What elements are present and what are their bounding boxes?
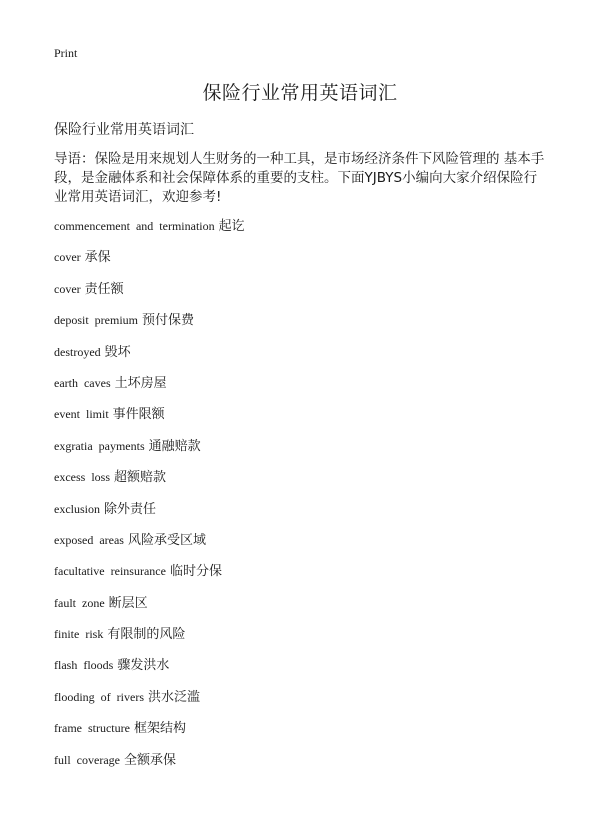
term-chinese: 承保 xyxy=(84,250,111,266)
term-english: frame structure xyxy=(54,721,130,736)
glossary-item xyxy=(54,433,245,464)
term-english: flooding of rivers xyxy=(54,689,144,704)
page-subtitle: 保险行业常用英语词汇 xyxy=(54,122,194,138)
glossary-item xyxy=(54,339,245,370)
term-english: cover xyxy=(54,281,81,296)
glossary-item xyxy=(54,747,245,778)
glossary-item xyxy=(54,307,245,338)
term-chinese: 预付保费 xyxy=(142,313,195,329)
term-english: commencement and termination xyxy=(54,219,215,233)
term-chinese: 骤发洪水 xyxy=(117,658,170,674)
term-english: flash floods xyxy=(54,658,114,673)
glossary-item xyxy=(54,558,245,589)
glossary-item xyxy=(54,496,245,527)
term-chinese: 洪水泛滥 xyxy=(147,689,200,705)
glossary-item xyxy=(54,590,245,621)
glossary-item xyxy=(54,684,245,715)
term-english: earth caves xyxy=(54,375,111,390)
term-chinese: 除外责任 xyxy=(104,501,157,517)
glossary-item xyxy=(54,527,245,558)
term-chinese: 临时分保 xyxy=(169,564,222,580)
glossary-item xyxy=(54,464,245,495)
term-english: excess loss xyxy=(54,470,110,485)
term-english: facultative reinsurance xyxy=(54,564,166,579)
term-english: cover xyxy=(54,250,81,265)
term-chinese: 土坏房屋 xyxy=(114,375,167,391)
glossary-item xyxy=(54,276,245,307)
glossary-item xyxy=(54,401,245,432)
term-english: full coverage xyxy=(54,752,120,767)
glossary-item xyxy=(54,244,245,275)
glossary-item xyxy=(54,652,245,683)
term-chinese: 毁坏 xyxy=(104,344,131,360)
term-english: fault zone xyxy=(54,595,105,610)
term-chinese: 全额承保 xyxy=(123,752,176,768)
glossary-item xyxy=(54,213,245,244)
term-english: destroyed xyxy=(54,344,101,359)
term-english: exposed areas xyxy=(54,532,124,547)
term-chinese: 框架结构 xyxy=(133,721,186,737)
page-title: 保险行业常用英语词汇 xyxy=(202,82,398,104)
term-english: finite risk xyxy=(54,627,104,642)
glossary-item xyxy=(54,621,245,652)
term-chinese: 事件限额 xyxy=(112,407,165,423)
term-chinese: 断层区 xyxy=(108,595,148,611)
term-english: exclusion xyxy=(54,501,100,516)
term-english: event limit xyxy=(54,407,109,422)
term-chinese: 风险承受区域 xyxy=(127,532,206,548)
glossary-item xyxy=(54,370,245,401)
term-chinese: 起讫 xyxy=(218,219,245,234)
print-link[interactable]: Print xyxy=(54,46,78,60)
term-chinese: 责任额 xyxy=(84,281,124,297)
term-chinese: 通融赔款 xyxy=(148,438,201,454)
glossary-item xyxy=(54,715,245,746)
glossary-list xyxy=(54,213,245,778)
term-chinese: 有限制的风险 xyxy=(107,627,186,643)
term-english: deposit premium xyxy=(54,313,138,328)
term-english: exgratia payments xyxy=(54,438,145,453)
intro-paragraph: 导语：保险是用来规划人生财务的一种工具，是市场经济条件下风险管理的 基本手段，是金融体系和社会保障体系的重要的支柱。下面YJBYS小编向大家介绍保险行业常用英语词汇，欢迎参考! xyxy=(54,151,545,205)
term-chinese: 超额赔款 xyxy=(114,470,167,486)
